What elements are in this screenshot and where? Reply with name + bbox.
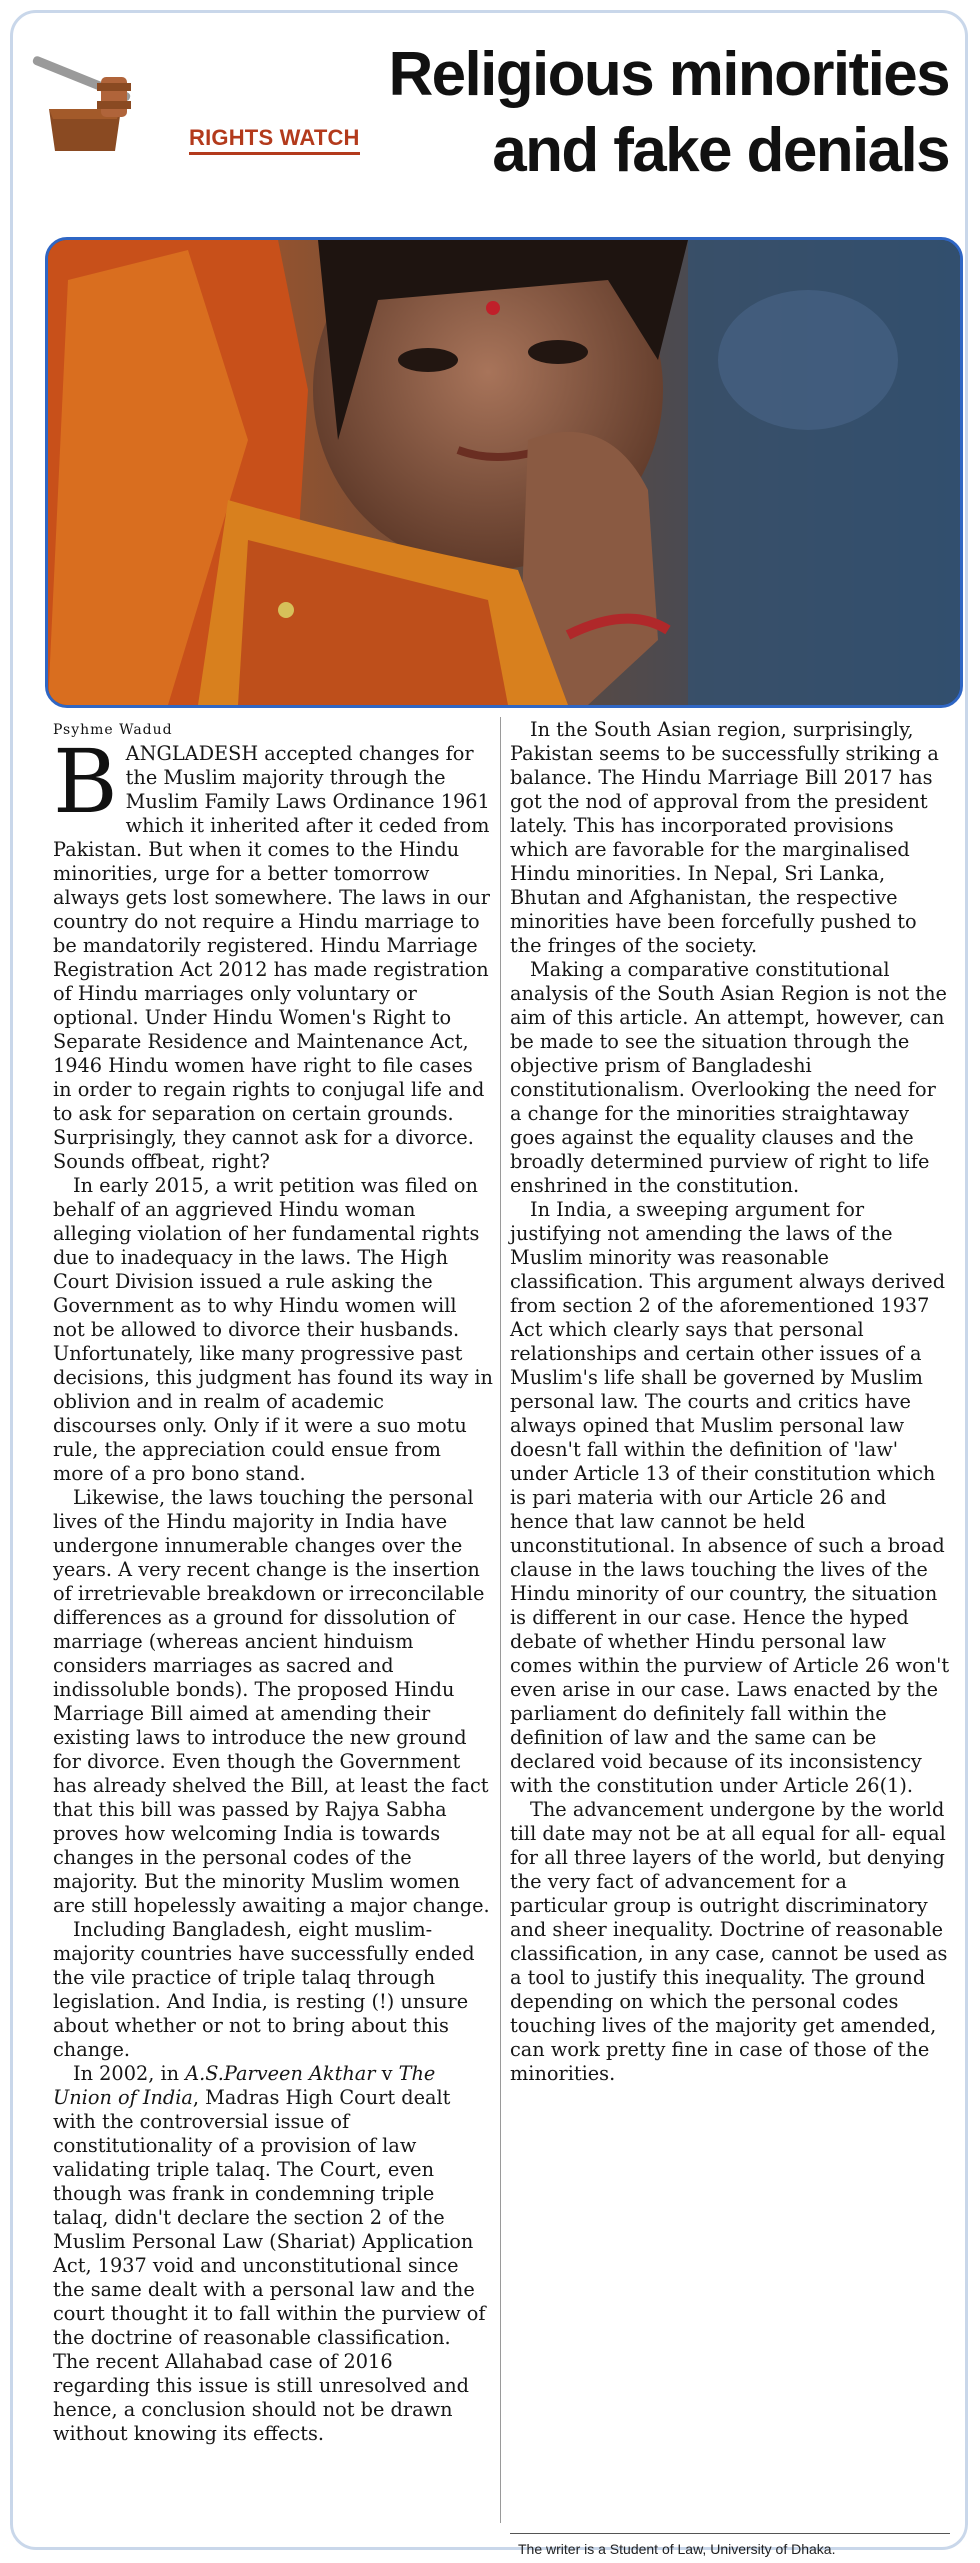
column-divider	[500, 717, 501, 2523]
article-paragraph-9: The advancement undergone by the world till date may not be at all equal for all- equal for all three layers of the world, but denying the very fact of advancement for a particular group is outright discriminatory and sheer inequality. Doctrine of reasonable classification, in any case, cannot be used as a tool to justify this inequality. The ground depending on which the personal codes touching lives of the majority get amended, can work pretty fine in case of those of the minorities.	[510, 1798, 948, 2085]
headline-line-1: Religious minorities	[388, 40, 949, 109]
article-paragraph-6: In the South Asian region, surprisingly, Pakistan seems to be successfully striking a balance. The Hindu Marriage Bill 2017 has got the nod of approval from the president lately. This has incorporated provisions which are favorable for the marginalised Hindu minorities. In Nepal, Sri Lanka, Bhutan and Afghanistan, the respective minorities have been forcefully pushed to the fringes of the society.	[510, 718, 939, 957]
newspaper-page	[10, 10, 968, 2557]
article-paragraph-2: In early 2015, a writ petition was filed on behalf of an aggrieved Hindu woman alleging violation of her fundamental rights due to inadequacy in the laws. The High Court Division issued a rule asking the Government as to why Hindu women will not be allowed to divorce their husbands. Unfortunately, like many progressive past decisions, this judgment has found its way in oblivion and in realm of academic discourses only. Only if it were a suo motu rule, the appreciation could ensue from more of a pro bono stand.	[53, 1174, 493, 1485]
article-photo	[45, 237, 963, 708]
woman-portrait-photo-icon	[48, 240, 960, 705]
article-paragraph-4: Including Bangladesh, eight muslim-majority countries have successfully ended the vile practice of triple talaq through legislation. And India, is resting (!) unsure about whether or not to bring about this change.	[53, 1918, 475, 2061]
article-column-left	[53, 718, 493, 2446]
drop-cap: B	[53, 730, 118, 833]
article-paragraph-8: In India, a sweeping argument for justifying not amending the laws of the Muslim minority was reasonable classification. This argument always derived from section 2 of the aforementioned 1937 Act which clearly says that personal relationships and certain other issues of a Muslim's life shall be governed by Muslim personal law. The courts and critics have always opined that Muslim personal law doesn't fall within the definition of 'law' under Article 13 of their constitution which is pari materia with our Article 26 and hence that law cannot be held unconstitutional. In absence of such a broad clause in the laws touching the lives of the Hindu minority of our country, the situation is different in our case. Hence the hyped debate of whether Hindu personal law comes within the purview of Article 26 won't even arise in our case. Laws enacted by the parliament do definitely fall within the definition of law and the same can be declared void because of its inconsistency with the constitution under Article 26(1).	[510, 1198, 950, 1797]
author-note: The writer is a Student of Law, University of Dhaka.	[518, 2541, 836, 2557]
section-kicker: RIGHTS WATCH	[189, 125, 360, 155]
article-header	[13, 13, 971, 238]
headline	[388, 37, 949, 189]
case-name-1: A.S.Parveen Akthar	[185, 2062, 376, 2085]
article-paragraph-5: In 2002, in A.S.Parveen Akthar v The Union of India, Madras High Court dealt with the controversial issue of constitutionality of a provision of law validating triple talaq. The Court, even though was frank in condemning triple talaq, didn't declare the section 2 of the Muslim Personal Law (Shariat) Application Act, 1937 void and unconstitutional since the same dealt with a personal law and the court thought it to fall within the purview of the doctrine of reasonable classification. The recent Allahabad case of 2016 regarding this issue is still unresolved and hence, a conclusion should not be drawn without knowing its effects.	[53, 2062, 486, 2445]
byline: Psyhme Wadud	[53, 722, 173, 738]
case-name-2: The Union of India	[53, 2062, 436, 2109]
article-paragraph-3: Likewise, the laws touching the personal lives of the Hindu majority in India have undergone innumerable changes over the years. A very recent change is the insertion of irretrievable breakdown or irreconcilable differences as a ground for dissolution of marriage (whereas ancient hinduism considers marriages as sacred and indissoluble bonds). The proposed Hindu Marriage Bill aimed at amending their existing laws to introduce the new ground for divorce. Even though the Government has already shelved the Bill, at least the fact that this bill was passed by Rajya Sabha proves how welcoming India is towards changes in the personal codes of the majority. But the minority Muslim women are still hopelessly awaiting a major change.	[53, 1486, 490, 1917]
article-paragraph-1: BANGLADESH accepted changes for the Muslim majority through the Muslim Family Laws Ordinance 1961 which it inherited after it ceded from Pakistan. But when it comes to the Hindu minorities, urge for a better tomorrow always gets lost somewhere. The laws in our country do not require a Hindu marriage to be mandatorily registered. Hindu Marriage Registration Act 2012 has made registration of Hindu marriages only voluntary or optional. Under Hindu Women's Right to Separate Residence and Maintenance Act, 1946 Hindu women have right to file cases in order to regain rights to conjugal life and to ask for separation on certain grounds. Surprisingly, they cannot ask for a divorce. Sounds offbeat, right?	[53, 730, 491, 1173]
article-paragraph-7: Making a comparative constitutional analysis of the South Asian Region is not the aim of this article. An attempt, however, can be made to see the situation through the objective prism of Bangladeshi constitutionalism. Overlooking the need for a change for the minorities straightaway goes against the equality clauses and the broadly determined purview of right to life enshrined in the constitution.	[510, 958, 947, 1197]
gavel-icon	[29, 49, 179, 169]
article-column-right	[510, 718, 950, 2086]
footer-divider	[510, 2533, 950, 2534]
headline-line-2: and fake denials	[492, 116, 949, 185]
